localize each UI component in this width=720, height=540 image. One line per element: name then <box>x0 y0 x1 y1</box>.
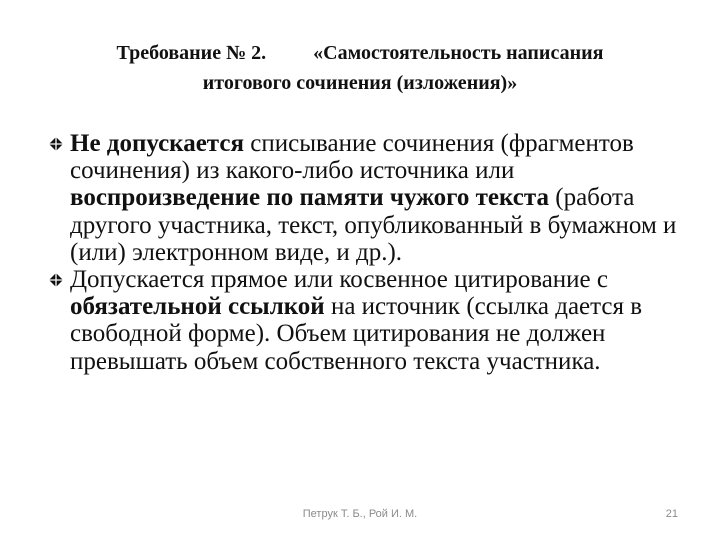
slide-body <box>48 130 688 375</box>
emphasis-mandatory-reference: обязательной ссылкой <box>70 293 325 321</box>
bullet-allowed <box>48 266 688 375</box>
ribbon-diamond-icon <box>48 272 64 288</box>
footer-author: Петрук Т. Б., Рой И. М. <box>302 508 418 520</box>
requirement-number: Требование № 2. <box>116 42 267 64</box>
bullet-2-text-part: на источник (ссылка дается в свободной форме). Объем цитирования не должен превышать объем собственного текста участника. <box>70 293 643 375</box>
title-line-1 <box>40 38 680 68</box>
emphasis-memory-reproduction: воспроизведение по памяти чужого текста <box>70 184 549 212</box>
slide-title <box>40 38 680 98</box>
requirement-name-start: «Самостоятельность написания <box>313 42 604 64</box>
bullet-2-text <box>70 266 642 375</box>
emphasis-not-allowed: Не допускается <box>70 130 244 157</box>
bullet-not-allowed <box>48 130 688 266</box>
page-number: 21 <box>665 508 678 520</box>
bullet-1-text-part: (работа другого участника, текст, опубликованный в бумажном и (или) электронном виде, и др.). <box>70 184 677 266</box>
bullet-1-text-part: списывание сочинения (фрагментов сочинения) из какого-либо источника или <box>70 130 634 185</box>
ribbon-diamond-icon <box>48 136 64 152</box>
bullet-2-text-part: Допускается прямое или косвенное цитирование с <box>70 266 608 294</box>
bullet-1-text <box>70 130 676 266</box>
title-line-2: итогового сочинения (изложения)» <box>202 72 518 94</box>
